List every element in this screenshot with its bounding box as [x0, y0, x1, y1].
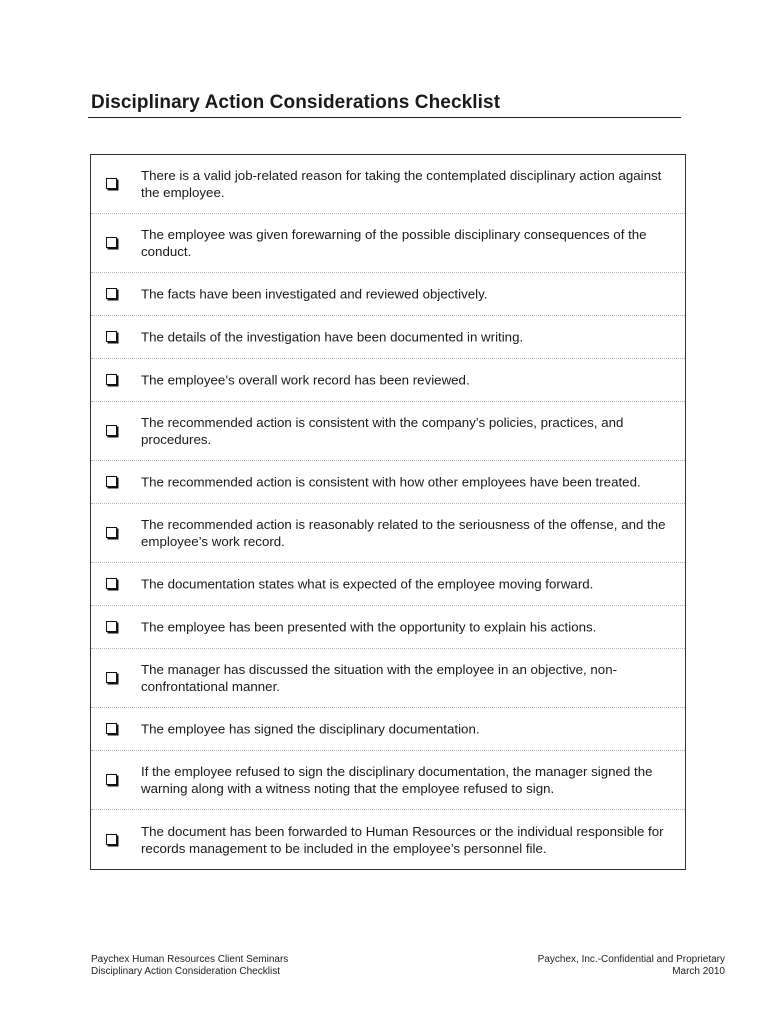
checklist-item-text: The facts have been investigated and reviewed objectively.	[141, 286, 488, 302]
checklist-item-text: The employee was given forewarning of the possible disciplinary consequences of the conduct.	[141, 227, 647, 259]
footer-left	[91, 954, 288, 978]
checkbox-icon[interactable]	[106, 288, 117, 299]
checkbox-icon[interactable]	[106, 527, 117, 538]
footer-seminar-name: Paychex Human Resources Client Seminars	[91, 954, 289, 965]
checkbox-icon[interactable]	[106, 331, 117, 342]
checklist-item-text: There is a valid job-related reason for taking the contemplated disciplinary action against the employee.	[141, 168, 662, 200]
checkbox-icon[interactable]	[106, 425, 117, 436]
footer-document-name: Disciplinary Action Consideration Checklist	[91, 966, 280, 977]
footer-confidentiality-notice: Paychex, Inc.-Confidential and Proprietary	[537, 954, 725, 965]
footer-right	[538, 954, 725, 978]
checkbox-icon[interactable]	[106, 374, 117, 385]
checkbox-icon[interactable]	[106, 723, 117, 734]
checkbox-icon[interactable]	[106, 178, 117, 189]
checklist-item-text: The documentation states what is expected of the employee moving forward.	[141, 576, 594, 592]
checklist-item-text: The manager has discussed the situation with the employee in an objective, non-confrontational manner.	[141, 662, 618, 694]
checklist-row	[91, 402, 685, 461]
checklist-item-text: The recommended action is consistent with the company’s policies, practices, and procedures.	[141, 415, 624, 447]
checkbox-icon[interactable]	[106, 578, 117, 589]
checkbox-icon[interactable]	[106, 621, 117, 632]
checkbox-icon[interactable]	[106, 834, 117, 845]
checklist-row	[91, 504, 685, 563]
checklist-item-text: The recommended action is consistent with how other employees have been treated.	[141, 474, 641, 490]
title-underline	[88, 117, 681, 118]
page-title: Disciplinary Action Considerations Checklist	[91, 92, 501, 113]
checklist-table	[90, 154, 686, 870]
footer-date: March 2010	[672, 966, 725, 977]
checklist-item-text: The employee’s overall work record has been reviewed.	[141, 372, 470, 388]
checklist-row	[91, 649, 685, 708]
checklist-row	[91, 810, 685, 869]
checklist-item-text: The document has been forwarded to Human Resources or the individual responsible for records management to be included in the employee’s personnel file.	[141, 823, 664, 856]
checklist-item-text: The details of the investigation have been documented in writing.	[141, 329, 524, 345]
checkbox-icon[interactable]	[106, 672, 117, 683]
checkbox-icon[interactable]	[106, 476, 117, 487]
checklist-row	[91, 751, 685, 810]
checklist-row	[91, 461, 685, 504]
checklist-item-text: The recommended action is reasonably related to the seriousness of the offense, and the employee’s work record.	[141, 517, 666, 549]
checklist-row	[91, 708, 685, 751]
checklist-row	[91, 214, 685, 273]
checkbox-icon[interactable]	[106, 774, 117, 785]
checklist-row	[91, 606, 685, 649]
checklist-item-text: The employee has signed the disciplinary documentation.	[141, 721, 480, 737]
checklist-row	[91, 316, 685, 359]
checklist-row	[91, 273, 685, 316]
checklist-row	[91, 155, 685, 214]
checklist-row	[91, 563, 685, 606]
checkbox-icon[interactable]	[106, 237, 117, 248]
checklist-item-text: If the employee refused to sign the disciplinary documentation, the manager signed the warning along with a witness noting that the employee refused to sign.	[141, 764, 653, 796]
checklist-item-text: The employee has been presented with the opportunity to explain his actions.	[141, 619, 597, 635]
checklist-row	[91, 359, 685, 402]
